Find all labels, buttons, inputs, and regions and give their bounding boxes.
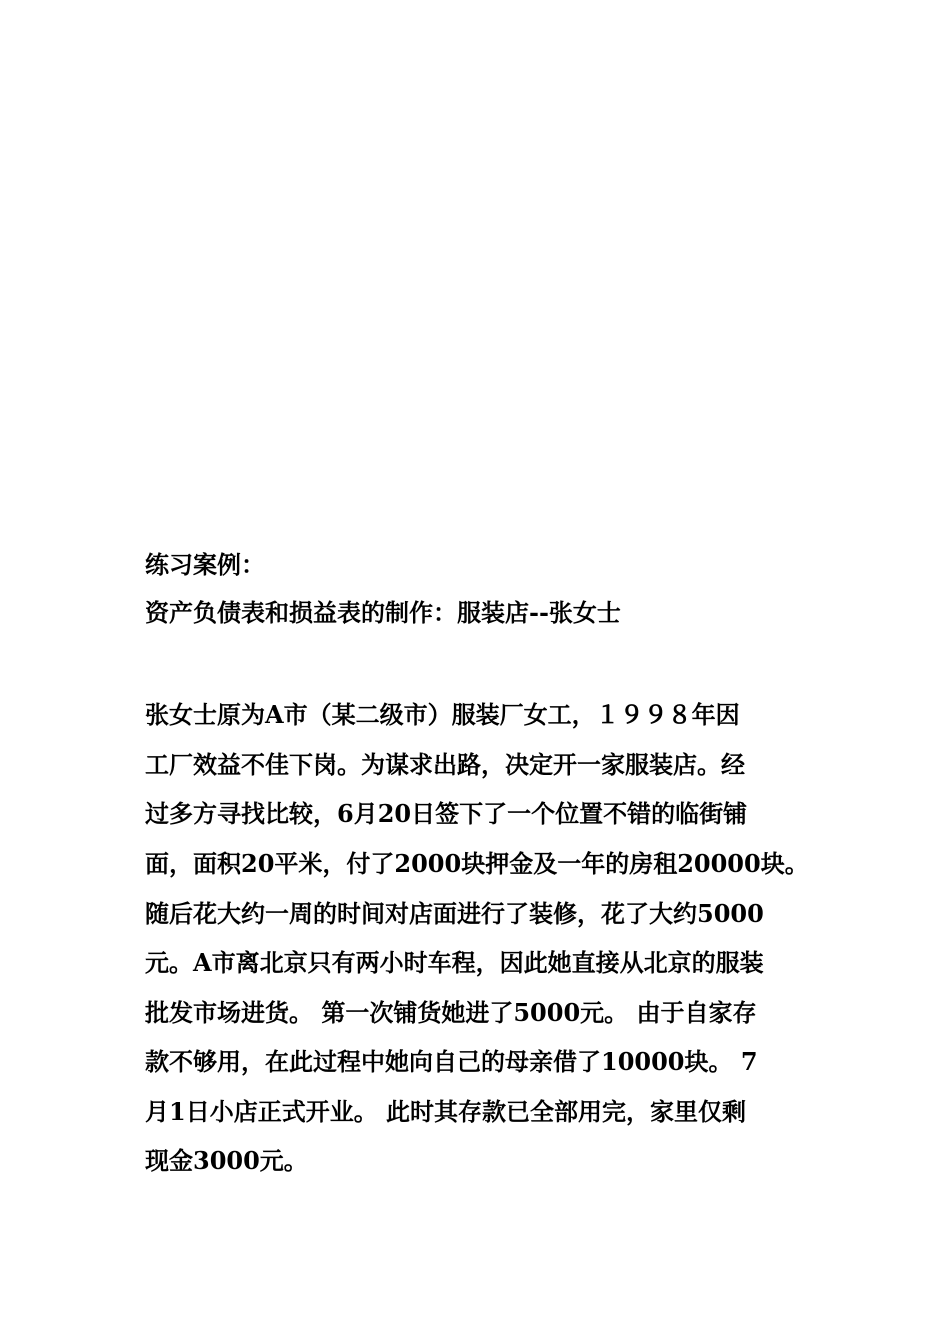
paragraph-line: 面，面积20平米，付了2000块押金及一年的房租20000块。 — [145, 849, 809, 878]
paragraph-line: 月1日小店正式开业。 此时其存款已全部用完，家里仅剩 — [145, 1097, 747, 1126]
paragraph-line: 元。A市离北京只有两小时车程，因此她直接从北京的服装 — [145, 948, 764, 977]
paragraph-line: 过多方寻找比较，6月20日签下了一个位置不错的临街铺 — [145, 799, 748, 828]
case-title: 资产负债表和损益表的制作：服装店--张女士 — [145, 598, 621, 627]
paragraph-line: 工厂效益不佳下岗。为谋求出路，决定开一家服装店。经 — [145, 750, 745, 779]
paragraph-line: 张女士原为A市（某二级市）服装厂女工，１９９８年因 — [145, 700, 740, 729]
exercise-heading: 练习案例： — [145, 550, 265, 579]
paragraph-line: 随后花大约一周的时间对店面进行了装修，花了大约5000 — [145, 899, 764, 928]
paragraph-line: 现金3000元。 — [145, 1146, 308, 1175]
paragraph-line: 批发市场进货。 第一次铺货她进了5000元。 由于自家存 — [145, 998, 757, 1027]
paragraph-line: 款不够用，在此过程中她向自己的母亲借了10000块。 7 — [145, 1047, 758, 1076]
